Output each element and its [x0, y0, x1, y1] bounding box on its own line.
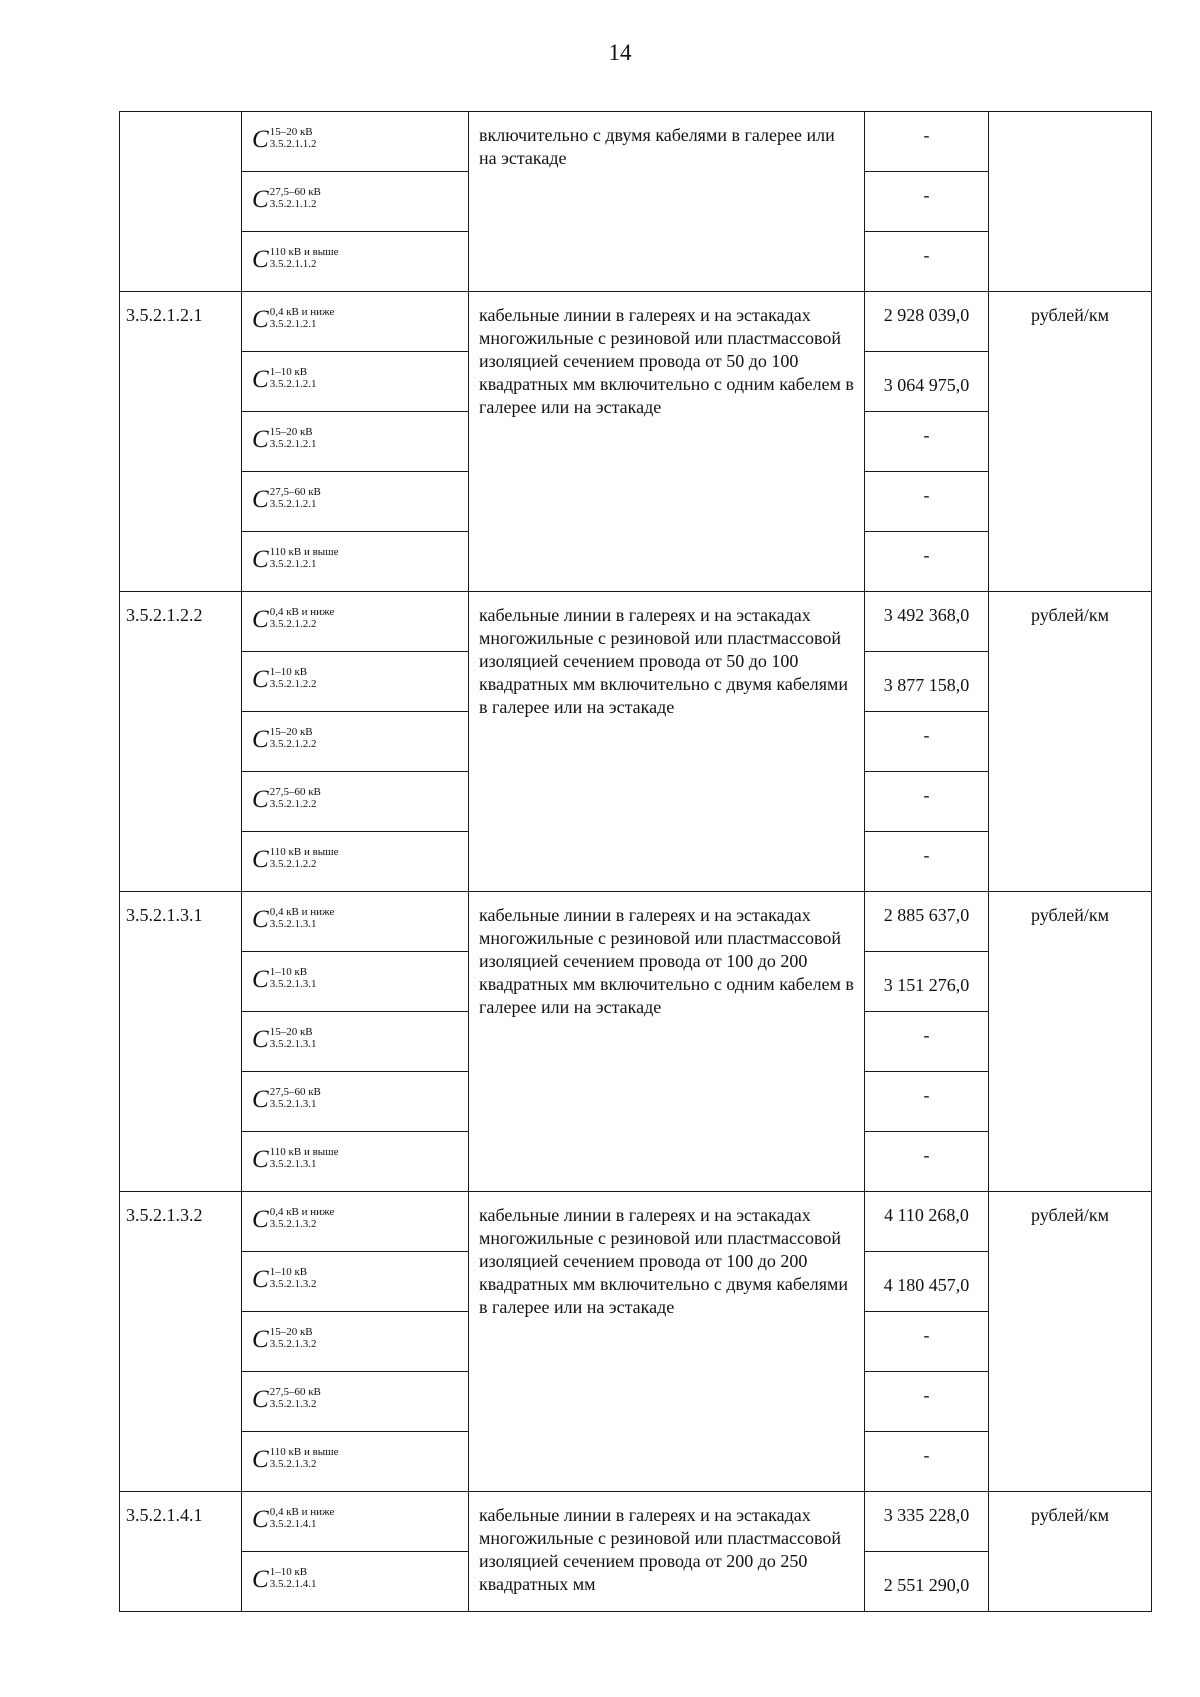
symbol-scripts — [269, 1265, 317, 1290]
item-code: 3.5.2.1.3.2 — [120, 1192, 242, 1492]
voltage-class: 15–20 кВ — [269, 425, 313, 438]
symbol-scripts — [269, 965, 317, 990]
symbol-scripts — [269, 1445, 339, 1470]
rate-value: 2 928 039,0 — [865, 292, 989, 352]
unit-of-measure: рублей/км — [989, 1492, 1152, 1612]
rate-symbol-cell — [242, 472, 469, 532]
table-row — [120, 112, 1152, 172]
rate-value: 3 064 975,0 — [865, 352, 989, 412]
symbol-scripts — [269, 1085, 321, 1110]
voltage-class: 0,4 кВ и ниже — [269, 1505, 335, 1518]
item-code: 3.5.2.1.2.2 — [120, 592, 242, 892]
rate-symbol-cell — [242, 352, 469, 412]
rate-symbol — [252, 187, 321, 212]
symbol-scripts — [269, 1145, 339, 1170]
item-description: кабельные линии в галереях и на эстакадах многожильные с резиновой или пластмассовой изоляцией сечением провода от 50 до 100 квадратных мм включительно с одним кабелем в галерее или на эстакаде — [469, 292, 865, 592]
item-description: включительно с двумя кабелями в галерее или на эстакаде — [469, 112, 865, 292]
rate-value: - — [865, 112, 989, 172]
symbol-scripts — [269, 425, 317, 450]
rate-symbol-cell — [242, 952, 469, 1012]
voltage-class: 27,5–60 кВ — [269, 1085, 321, 1098]
symbol-index: 3.5.2.1.2.1 — [269, 317, 317, 330]
symbol-scripts — [269, 1385, 321, 1410]
voltage-class: 15–20 кВ — [269, 1025, 313, 1038]
item-description: кабельные линии в галереях и на эстакадах многожильные с резиновой или пластмассовой изоляцией сечением провода от 50 до 100 квадратных мм включительно с двумя кабелями в галерее или на эстакаде — [469, 592, 865, 892]
voltage-class: 1–10 кВ — [269, 365, 308, 378]
symbol-index: 3.5.2.1.2.2 — [269, 737, 317, 750]
rate-symbol — [252, 907, 334, 932]
rate-value: 3 335 228,0 — [865, 1492, 989, 1552]
symbol-scripts — [269, 1565, 317, 1590]
voltage-class: 110 кВ и выше — [269, 1445, 339, 1458]
rate-value: - — [865, 172, 989, 232]
symbol-index: 3.5.2.1.2.2 — [269, 677, 317, 690]
rate-symbol-cell — [242, 112, 469, 172]
voltage-class: 15–20 кВ — [269, 125, 313, 138]
voltage-class: 15–20 кВ — [269, 1325, 313, 1338]
symbol-index: 3.5.2.1.3.2 — [269, 1337, 317, 1350]
symbol-index: 3.5.2.1.3.2 — [269, 1457, 317, 1470]
table-row — [120, 892, 1152, 952]
symbol-letter: C — [252, 1206, 269, 1233]
rate-symbol-cell — [242, 1372, 469, 1432]
symbol-index: 3.5.2.1.2.2 — [269, 617, 317, 630]
rate-symbol-cell — [242, 532, 469, 592]
symbol-scripts — [269, 605, 335, 630]
voltage-class: 0,4 кВ и ниже — [269, 1205, 335, 1218]
rate-value: 3 877 158,0 — [865, 652, 989, 712]
rate-value: - — [865, 1132, 989, 1192]
symbol-letter: C — [252, 246, 269, 273]
symbol-scripts — [269, 785, 321, 810]
symbol-index: 3.5.2.1.2.2 — [269, 797, 317, 810]
item-code — [120, 112, 242, 292]
rate-value: 2 551 290,0 — [865, 1552, 989, 1612]
symbol-index: 3.5.2.1.2.2 — [269, 857, 317, 870]
rate-value: - — [865, 412, 989, 472]
rate-value: - — [865, 712, 989, 772]
voltage-class: 1–10 кВ — [269, 1565, 308, 1578]
symbol-letter: C — [252, 846, 269, 873]
rate-symbol — [252, 127, 316, 152]
rate-symbol — [252, 607, 334, 632]
symbol-letter: C — [252, 966, 269, 993]
rate-symbol — [252, 787, 321, 812]
table-row — [120, 292, 1152, 352]
symbol-scripts — [269, 1325, 317, 1350]
symbol-index: 3.5.2.1.3.2 — [269, 1397, 317, 1410]
symbol-scripts — [269, 1025, 317, 1050]
symbol-index: 3.5.2.1.4.1 — [269, 1577, 317, 1590]
voltage-class: 27,5–60 кВ — [269, 785, 321, 798]
symbol-index: 3.5.2.1.3.1 — [269, 1157, 317, 1170]
rate-symbol-cell — [242, 592, 469, 652]
rate-value: - — [865, 1432, 989, 1492]
voltage-class: 0,4 кВ и ниже — [269, 605, 335, 618]
voltage-class: 27,5–60 кВ — [269, 485, 321, 498]
symbol-index: 3.5.2.1.1.2 — [269, 197, 317, 210]
voltage-class: 110 кВ и выше — [269, 245, 339, 258]
voltage-class: 110 кВ и выше — [269, 1145, 339, 1158]
symbol-letter: C — [252, 126, 269, 153]
rate-value: 4 180 457,0 — [865, 1252, 989, 1312]
rate-symbol — [252, 1447, 339, 1472]
symbol-letter: C — [252, 1566, 269, 1593]
rate-symbol — [252, 667, 316, 692]
symbol-letter: C — [252, 786, 269, 813]
item-code: 3.5.2.1.3.1 — [120, 892, 242, 1192]
page-number: 14 — [608, 40, 632, 65]
voltage-class: 110 кВ и выше — [269, 845, 339, 858]
rate-symbol-cell — [242, 652, 469, 712]
rate-symbol — [252, 247, 339, 272]
symbol-scripts — [269, 845, 339, 870]
symbol-scripts — [269, 365, 317, 390]
symbol-scripts — [269, 245, 339, 270]
symbol-letter: C — [252, 666, 269, 693]
item-description: кабельные линии в галереях и на эстакадах многожильные с резиновой или пластмассовой изоляцией сечением провода от 100 до 200 квадратных мм включительно с одним кабелем в галерее или на эстакаде — [469, 892, 865, 1192]
rate-symbol — [252, 1387, 321, 1412]
voltage-class: 1–10 кВ — [269, 965, 308, 978]
rate-value: - — [865, 472, 989, 532]
symbol-letter: C — [252, 606, 269, 633]
rate-symbol — [252, 1327, 316, 1352]
rate-symbol — [252, 1027, 316, 1052]
voltage-class: 27,5–60 кВ — [269, 185, 321, 198]
rate-symbol-cell — [242, 712, 469, 772]
rate-symbol-cell — [242, 232, 469, 292]
unit-of-measure: рублей/км — [989, 892, 1152, 1192]
rate-symbol-cell — [242, 832, 469, 892]
symbol-scripts — [269, 545, 339, 570]
symbol-scripts — [269, 185, 321, 210]
symbol-index: 3.5.2.1.4.1 — [269, 1517, 317, 1530]
rate-symbol — [252, 1267, 316, 1292]
rate-value: - — [865, 232, 989, 292]
item-code: 3.5.2.1.4.1 — [120, 1492, 242, 1612]
rate-value: - — [865, 1072, 989, 1132]
rate-value: - — [865, 772, 989, 832]
item-code: 3.5.2.1.2.1 — [120, 292, 242, 592]
table-row — [120, 1492, 1152, 1552]
rate-symbol-cell — [242, 1192, 469, 1252]
symbol-letter: C — [252, 306, 269, 333]
voltage-class: 0,4 кВ и ниже — [269, 905, 335, 918]
voltage-class: 15–20 кВ — [269, 725, 313, 738]
symbol-letter: C — [252, 1146, 269, 1173]
item-description: кабельные линии в галереях и на эстакадах многожильные с резиновой или пластмассовой изоляцией сечением провода от 100 до 200 квадратных мм включительно с двумя кабелями в галерее или на эстакаде — [469, 1192, 865, 1492]
voltage-class: 1–10 кВ — [269, 665, 308, 678]
rate-value: - — [865, 832, 989, 892]
symbol-scripts — [269, 485, 321, 510]
symbol-letter: C — [252, 186, 269, 213]
rate-symbol-cell — [242, 1312, 469, 1372]
item-description: кабельные линии в галереях и на эстакадах многожильные с резиновой или пластмассовой изоляцией сечением провода от 200 до 250 квадратных мм — [469, 1492, 865, 1612]
symbol-letter: C — [252, 1026, 269, 1053]
symbol-index: 3.5.2.1.3.1 — [269, 917, 317, 930]
table-row — [120, 1192, 1152, 1252]
symbol-index: 3.5.2.1.1.2 — [269, 137, 317, 150]
rate-symbol — [252, 547, 339, 572]
rate-symbol-cell — [242, 1492, 469, 1552]
symbol-scripts — [269, 725, 317, 750]
rate-symbol-cell — [242, 772, 469, 832]
rate-symbol-cell — [242, 172, 469, 232]
symbol-letter: C — [252, 366, 269, 393]
symbol-index: 3.5.2.1.3.1 — [269, 1097, 317, 1110]
rate-symbol — [252, 367, 316, 392]
rate-value: 3 492 368,0 — [865, 592, 989, 652]
symbol-scripts — [269, 125, 317, 150]
rate-symbol-cell — [242, 1252, 469, 1312]
symbol-index: 3.5.2.1.3.2 — [269, 1217, 317, 1230]
symbol-letter: C — [252, 726, 269, 753]
symbol-scripts — [269, 305, 335, 330]
rate-value: 3 151 276,0 — [865, 952, 989, 1012]
unit-of-measure: рублей/км — [989, 1192, 1152, 1492]
symbol-letter: C — [252, 1086, 269, 1113]
voltage-class: 27,5–60 кВ — [269, 1385, 321, 1398]
rate-symbol — [252, 1087, 321, 1112]
rate-symbol — [252, 427, 316, 452]
symbol-index: 3.5.2.1.2.1 — [269, 377, 317, 390]
rate-symbol-cell — [242, 1432, 469, 1492]
rate-symbol-cell — [242, 292, 469, 352]
symbol-index: 3.5.2.1.3.2 — [269, 1277, 317, 1290]
symbol-letter: C — [252, 1506, 269, 1533]
rate-value: - — [865, 1372, 989, 1432]
symbol-letter: C — [252, 1386, 269, 1413]
rate-symbol — [252, 727, 316, 752]
symbol-letter: C — [252, 1446, 269, 1473]
rate-symbol-cell — [242, 1132, 469, 1192]
symbol-letter: C — [252, 486, 269, 513]
symbol-letter: C — [252, 426, 269, 453]
rate-symbol — [252, 1207, 334, 1232]
symbol-scripts — [269, 905, 335, 930]
symbol-index: 3.5.2.1.3.1 — [269, 1037, 317, 1050]
rate-value: 2 885 637,0 — [865, 892, 989, 952]
symbol-letter: C — [252, 546, 269, 573]
unit-of-measure: рублей/км — [989, 292, 1152, 592]
symbol-index: 3.5.2.1.2.1 — [269, 437, 317, 450]
symbol-index: 3.5.2.1.3.1 — [269, 977, 317, 990]
rate-symbol-cell — [242, 412, 469, 472]
symbol-letter: C — [252, 906, 269, 933]
rate-symbol — [252, 847, 339, 872]
rate-symbol — [252, 487, 321, 512]
symbol-scripts — [269, 1205, 335, 1230]
rate-symbol — [252, 967, 316, 992]
rate-value: 4 110 268,0 — [865, 1192, 989, 1252]
rate-symbol — [252, 1147, 339, 1172]
rate-value: - — [865, 1312, 989, 1372]
unit-of-measure — [989, 112, 1152, 292]
symbol-letter: C — [252, 1326, 269, 1353]
symbol-letter: C — [252, 1266, 269, 1293]
tariff-table — [119, 111, 1152, 1612]
symbol-index: 3.5.2.1.1.2 — [269, 257, 317, 270]
rate-value: - — [865, 1012, 989, 1072]
symbol-scripts — [269, 1505, 335, 1530]
voltage-class: 1–10 кВ — [269, 1265, 308, 1278]
rate-symbol-cell — [242, 892, 469, 952]
voltage-class: 110 кВ и выше — [269, 545, 339, 558]
rate-symbol-cell — [242, 1552, 469, 1612]
table-row — [120, 592, 1152, 652]
unit-of-measure: рублей/км — [989, 592, 1152, 892]
rate-symbol — [252, 1507, 334, 1532]
voltage-class: 0,4 кВ и ниже — [269, 305, 335, 318]
rate-symbol-cell — [242, 1012, 469, 1072]
symbol-scripts — [269, 665, 317, 690]
rate-value: - — [865, 532, 989, 592]
rate-symbol — [252, 307, 334, 332]
rate-symbol-cell — [242, 1072, 469, 1132]
rate-symbol — [252, 1567, 316, 1592]
symbol-index: 3.5.2.1.2.1 — [269, 497, 317, 510]
symbol-index: 3.5.2.1.2.1 — [269, 557, 317, 570]
